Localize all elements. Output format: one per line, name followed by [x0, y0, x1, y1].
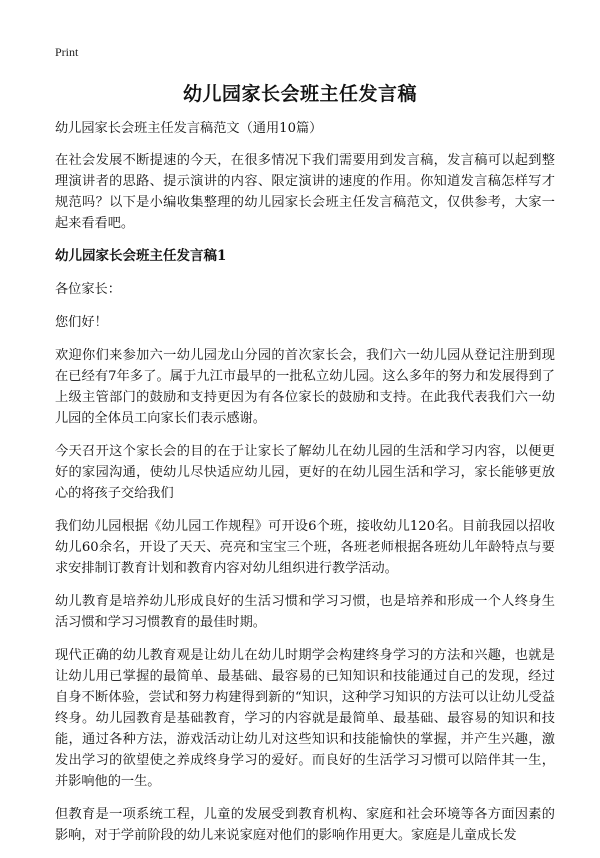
- section-heading: 幼儿园家长会班主任发言稿1: [55, 248, 227, 264]
- body-paragraph: 幼儿教育是培养幼儿形成良好的生活习惯和学习习惯，也是培养和形成一个人终身生活习惯和学习习惯教育的最佳时期。: [55, 594, 555, 630]
- greeting-line: 各位家长：: [55, 282, 121, 297]
- page-title: 幼儿园家长会班主任发言稿: [182, 83, 417, 105]
- body-paragraph: 但教育是一项系统工程，儿童的发展受到教育机构、家庭和社会环境等各方面因素的影响，对于学前阶段的幼儿来说家庭对他们的影响作用更大。家庭是儿童成长发: [55, 807, 555, 843]
- article-body: [55, 118, 555, 858]
- greeting-line: 您们好！: [55, 315, 108, 330]
- body-paragraph: 欢迎你们来参加六一幼儿园龙山分园的首次家长会，我们六一幼儿园从登记注册到现在已经有7年多了。属于九江市最早的一批私立幼儿园。这么多年的努力和发展得到了上级主管部门的鼓励和支持更因为有各位家长的鼓励和支持。在此我代表我们六一幼儿园的全体员工向家长们表示感谢。: [55, 348, 555, 426]
- body-paragraph: 今天召开这个家长会的目的在于让家长了解幼儿在幼儿园的生活和学习内容，以便更好的家园沟通，使幼儿尽快适应幼儿园，更好的在幼儿园生活和学习，家长能够更放心的将孩子交给我们: [55, 444, 555, 501]
- intro-paragraph: 在社会发展不断提速的今天，在很多情况下我们需要用到发言稿，发言稿可以起到整理演讲者的思路、提示演讲的内容、限定演讲的速度的作用。你知道发言稿怎样写才规范吗？以下是小编收集整理的幼儿园家长会班主任发言稿范文，仅供参考，大家一起来看看吧。: [55, 153, 555, 231]
- article-subtitle: 幼儿园家长会班主任发言稿范文（通用10篇）: [55, 121, 323, 136]
- body-paragraph: 我们幼儿园根据《幼儿园工作规程》可开设6个班，接收幼儿120名。目前我园以招收幼儿60余名，开设了天天、亮亮和宝宝三个班，各班老师根据各班幼儿年龄特点与要求安排制订教育计划和教育内容对幼儿组织进行教学活动。: [55, 519, 555, 576]
- print-link[interactable]: Print: [55, 45, 79, 59]
- body-paragraph: 现代正确的幼儿教育观是让幼儿在幼儿时期学会构建终身学习的方法和兴趣，也就是让幼儿用已掌握的最简单、最基础、最容易的已知知识和技能通过自己的发现，经过自身不断体验，尝试和努力构建得到新的“知识，这种学习知识的方法可以让幼儿受益终身。幼儿园教育是基础教育，学习的内容就是最简单、最基础、最容易的知识和技能，通过各种方法，游戏活动让幼儿对这些知识和技能愉快的掌握，并产生兴趣，激发出学习的欲望使之养成终身学习的爱好。而良好的生活学习习惯可以陪伴其一生，并影响他的一生。: [55, 648, 555, 789]
